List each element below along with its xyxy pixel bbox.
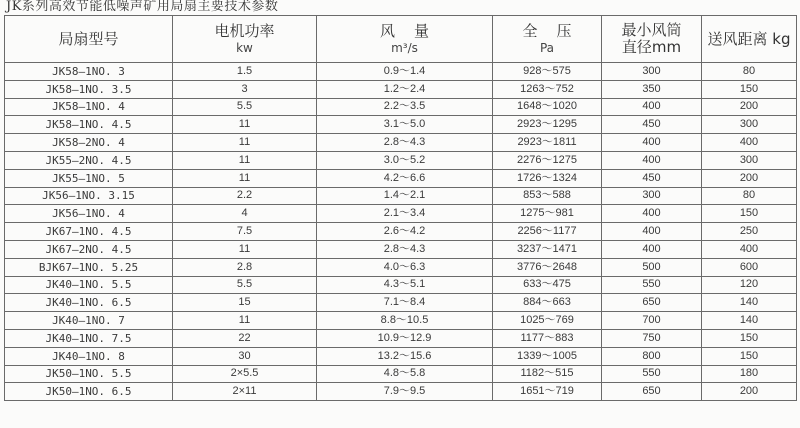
cell-pressure: 928～575 xyxy=(493,63,602,81)
header-distance xyxy=(702,16,797,63)
cell-distance: 140 xyxy=(702,312,797,330)
cell-distance: 140 xyxy=(702,294,797,312)
cell-pressure: 1651～719 xyxy=(493,383,602,401)
cell-duct: 700 xyxy=(602,312,702,330)
cell-distance: 250 xyxy=(702,223,797,241)
cell-power: 2×11 xyxy=(173,383,317,401)
cell-power: 11 xyxy=(173,312,317,330)
header-airflow-unit: m³/s xyxy=(391,40,418,55)
cell-duct: 650 xyxy=(602,383,702,401)
cell-airflow: 2.8～4.3 xyxy=(317,240,493,258)
cell-duct: 550 xyxy=(602,276,702,294)
cell-model: JK55—2NO. 4.5 xyxy=(5,151,173,169)
table-row xyxy=(5,169,797,187)
table-row xyxy=(5,365,797,383)
table-row xyxy=(5,383,797,401)
cell-airflow: 0.9～1.4 xyxy=(317,63,493,81)
cell-distance: 150 xyxy=(702,347,797,365)
table-row xyxy=(5,80,797,98)
table-row xyxy=(5,151,797,169)
cell-model: JK50—1NO. 6.5 xyxy=(5,383,173,401)
cell-pressure: 1177～883 xyxy=(493,329,602,347)
cell-distance: 200 xyxy=(702,169,797,187)
header-model-label: 局扇型号 xyxy=(58,29,119,48)
table-row xyxy=(5,347,797,365)
header-power xyxy=(173,16,317,63)
cell-duct: 300 xyxy=(602,187,702,205)
cell-power: 3 xyxy=(173,80,317,98)
cell-airflow: 7.1～8.4 xyxy=(317,294,493,312)
cell-duct: 300 xyxy=(602,63,702,81)
header-airflow xyxy=(317,16,493,63)
header-duct-label: 最小风筒 xyxy=(621,21,682,39)
cell-distance: 400 xyxy=(702,134,797,152)
cell-airflow: 2.8～4.3 xyxy=(317,134,493,152)
header-duct-unit: 直径mm xyxy=(621,38,682,56)
table-row xyxy=(5,205,797,223)
cell-duct: 450 xyxy=(602,116,702,134)
cell-model: JK58—1NO. 4 xyxy=(5,98,173,116)
cell-model: JK67—2NO. 4.5 xyxy=(5,240,173,258)
cell-pressure: 853～588 xyxy=(493,187,602,205)
cell-power: 7.5 xyxy=(173,223,317,241)
cell-airflow: 2.6～4.2 xyxy=(317,223,493,241)
header-duct xyxy=(602,16,702,63)
table-row xyxy=(5,258,797,276)
cell-power: 11 xyxy=(173,169,317,187)
cell-pressure: 1182～515 xyxy=(493,365,602,383)
cell-model: JK58—1NO. 3 xyxy=(5,63,173,81)
cell-pressure: 2923～1811 xyxy=(493,134,602,152)
cell-power: 2.2 xyxy=(173,187,317,205)
cell-duct: 400 xyxy=(602,98,702,116)
table-row xyxy=(5,240,797,258)
cell-distance: 150 xyxy=(702,329,797,347)
cell-power: 11 xyxy=(173,134,317,152)
cell-airflow: 10.9～12.9 xyxy=(317,329,493,347)
cell-power: 30 xyxy=(173,347,317,365)
table-row xyxy=(5,276,797,294)
cell-pressure: 1648～1020 xyxy=(493,98,602,116)
table-row xyxy=(5,223,797,241)
cell-distance: 300 xyxy=(702,151,797,169)
cell-airflow: 4.3～5.1 xyxy=(317,276,493,294)
cell-distance: 150 xyxy=(702,80,797,98)
cell-duct: 400 xyxy=(602,151,702,169)
table-row xyxy=(5,98,797,116)
cell-pressure: 2923～1295 xyxy=(493,116,602,134)
cell-model: JK58—1NO. 3.5 xyxy=(5,80,173,98)
cell-power: 2.8 xyxy=(173,258,317,276)
header-row xyxy=(5,16,797,63)
cell-model: JK58—1NO. 4.5 xyxy=(5,116,173,134)
cell-model: JK40—1NO. 5.5 xyxy=(5,276,173,294)
cell-pressure: 633～475 xyxy=(493,276,602,294)
cell-distance: 200 xyxy=(702,98,797,116)
cell-pressure: 1275～981 xyxy=(493,205,602,223)
cell-duct: 800 xyxy=(602,347,702,365)
cell-model: JK56—1NO. 3.15 xyxy=(5,187,173,205)
cell-model: BJK67—1NO. 5.25 xyxy=(5,258,173,276)
cell-duct: 350 xyxy=(602,80,702,98)
cell-distance: 200 xyxy=(702,383,797,401)
cell-duct: 400 xyxy=(602,223,702,241)
cell-airflow: 8.8～10.5 xyxy=(317,312,493,330)
header-model xyxy=(5,16,173,63)
cell-pressure: 1263～752 xyxy=(493,80,602,98)
header-power-unit: kw xyxy=(236,40,253,55)
cell-duct: 750 xyxy=(602,329,702,347)
cell-airflow: 1.2～2.4 xyxy=(317,80,493,98)
cell-airflow: 4.8～5.8 xyxy=(317,365,493,383)
table-row xyxy=(5,116,797,134)
cell-distance: 600 xyxy=(702,258,797,276)
cell-duct: 400 xyxy=(602,134,702,152)
cell-duct: 650 xyxy=(602,294,702,312)
table-row xyxy=(5,187,797,205)
cell-airflow: 2.2～3.5 xyxy=(317,98,493,116)
cell-pressure: 3237～1471 xyxy=(493,240,602,258)
cell-power: 1.5 xyxy=(173,63,317,81)
cell-pressure: 1726～1324 xyxy=(493,169,602,187)
cell-model: JK40—1NO. 7.5 xyxy=(5,329,173,347)
cell-airflow: 4.0～6.3 xyxy=(317,258,493,276)
table-row xyxy=(5,63,797,81)
table-row xyxy=(5,329,797,347)
cell-airflow: 13.2～15.6 xyxy=(317,347,493,365)
cell-power: 5.5 xyxy=(173,276,317,294)
cell-power: 4 xyxy=(173,205,317,223)
cell-power: 11 xyxy=(173,240,317,258)
table-row xyxy=(5,294,797,312)
table-row xyxy=(5,312,797,330)
cell-power: 11 xyxy=(173,116,317,134)
cell-distance: 80 xyxy=(702,63,797,81)
cell-pressure: 3776～2648 xyxy=(493,258,602,276)
cell-airflow: 1.4～2.1 xyxy=(317,187,493,205)
cell-duct: 500 xyxy=(602,258,702,276)
header-pressure-label: 全 压 xyxy=(522,21,572,40)
header-power-label: 电机功率 xyxy=(214,21,275,40)
header-airflow-label: 风 量 xyxy=(379,21,430,40)
cell-airflow: 3.1～5.0 xyxy=(317,116,493,134)
cell-distance: 80 xyxy=(702,187,797,205)
cell-duct: 400 xyxy=(602,205,702,223)
cell-pressure: 1339～1005 xyxy=(493,347,602,365)
cell-model: JK56—1NO. 4 xyxy=(5,205,173,223)
cell-distance: 150 xyxy=(702,205,797,223)
cell-model: JK67—1NO. 4.5 xyxy=(5,223,173,241)
cell-pressure: 2256～1177 xyxy=(493,223,602,241)
table-title: JK系列高效节能低噪声矿用局扇主要技术参数 xyxy=(6,0,279,14)
cell-distance: 300 xyxy=(702,116,797,134)
cell-power: 22 xyxy=(173,329,317,347)
cell-airflow: 4.2～6.6 xyxy=(317,169,493,187)
cell-power: 11 xyxy=(173,151,317,169)
table-body xyxy=(5,63,797,401)
cell-pressure: 1025～769 xyxy=(493,312,602,330)
cell-model: JK40—1NO. 7 xyxy=(5,312,173,330)
cell-model: JK58—2NO. 4 xyxy=(5,134,173,152)
cell-model: JK40—1NO. 8 xyxy=(5,347,173,365)
cell-duct: 550 xyxy=(602,365,702,383)
header-pressure xyxy=(493,16,602,63)
cell-model: JK50—1NO. 5.5 xyxy=(5,365,173,383)
cell-pressure: 2276～1275 xyxy=(493,151,602,169)
header-distance-label: 送风距离 kg xyxy=(707,29,791,48)
cell-distance: 400 xyxy=(702,240,797,258)
cell-duct: 400 xyxy=(602,240,702,258)
table-row xyxy=(5,134,797,152)
cell-airflow: 3.0～5.2 xyxy=(317,151,493,169)
spec-table xyxy=(4,15,797,401)
cell-model: JK40—1NO. 6.5 xyxy=(5,294,173,312)
cell-duct: 450 xyxy=(602,169,702,187)
cell-power: 15 xyxy=(173,294,317,312)
cell-pressure: 884～663 xyxy=(493,294,602,312)
cell-model: JK55—1NO. 5 xyxy=(5,169,173,187)
cell-distance: 180 xyxy=(702,365,797,383)
header-pressure-unit: Pa xyxy=(539,40,555,55)
cell-power: 2×5.5 xyxy=(173,365,317,383)
cell-power: 5.5 xyxy=(173,98,317,116)
cell-airflow: 7.9～9.5 xyxy=(317,383,493,401)
cell-distance: 120 xyxy=(702,276,797,294)
cell-airflow: 2.1～3.4 xyxy=(317,205,493,223)
